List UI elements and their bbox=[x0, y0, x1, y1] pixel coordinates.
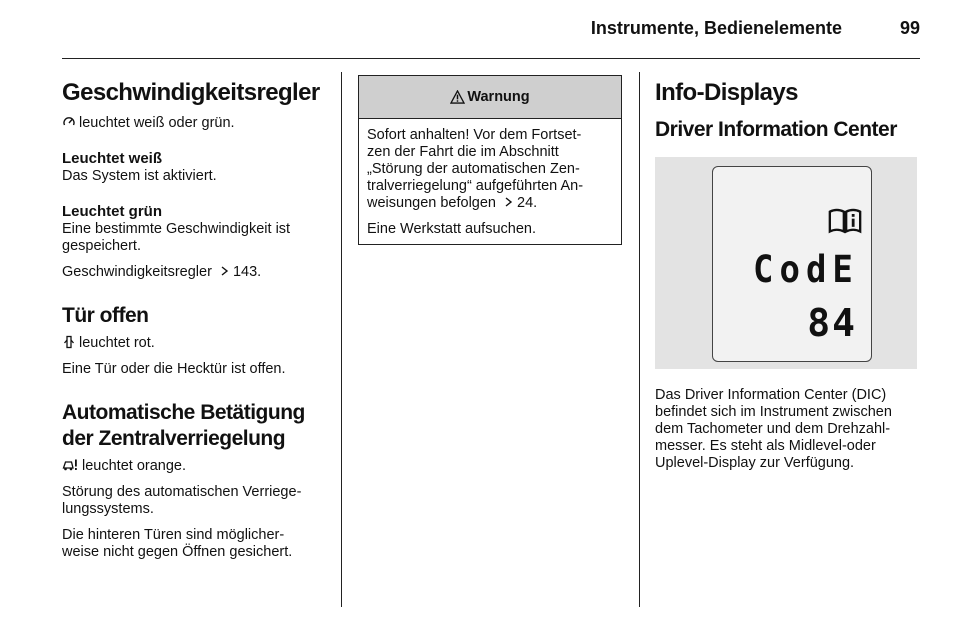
column-divider-2 bbox=[639, 72, 640, 607]
dic-screen bbox=[712, 166, 872, 362]
dic-illustration bbox=[655, 157, 917, 369]
heading-auto-2: der Zentralverriegelung bbox=[62, 427, 286, 450]
warning-line-1: Sofort anhalten! Vor dem Fortset‐ bbox=[367, 127, 582, 143]
page-reference-icon bbox=[218, 264, 232, 278]
header-title: Instrumente, Bedienelemente bbox=[590, 18, 842, 38]
heading-leuchtet-weiss: Leuchtet weiß bbox=[62, 150, 163, 167]
column-3 bbox=[655, 72, 923, 472]
column-1 bbox=[62, 72, 330, 561]
cruise-control-icon bbox=[62, 115, 76, 129]
column-divider-1 bbox=[341, 72, 342, 607]
warning-line-6: Eine Werkstatt aufsuchen. bbox=[367, 221, 536, 237]
auto-text-2: lungssystems. bbox=[62, 501, 154, 517]
door-text: Eine Tür oder die Hecktür ist offen. bbox=[62, 361, 286, 377]
auto-text-1: Störung des automatischen Verriege‐ bbox=[62, 484, 302, 500]
header-rule bbox=[62, 58, 920, 59]
speed-indicator-line: leuchtet weiß oder grün. bbox=[62, 115, 330, 132]
green-text-1: Eine bestimmte Geschwindigkeit ist bbox=[62, 221, 291, 237]
warning-line-2: zen der Fahrt die im Abschnitt bbox=[367, 144, 559, 160]
warning-body bbox=[359, 119, 621, 244]
white-text: Das System ist aktiviert. bbox=[62, 168, 217, 184]
page-number: 99 bbox=[899, 18, 920, 38]
heading-geschwindigkeitsregler: Geschwindigkeitsregler bbox=[62, 79, 320, 106]
warning-triangle-icon bbox=[450, 90, 465, 104]
heading-dic: Driver Information Center bbox=[655, 118, 897, 141]
heading-tuer-offen: Tür offen bbox=[62, 304, 149, 327]
dic-text-3: dem Tachometer und dem Drehzahl‐ bbox=[655, 421, 891, 437]
dic-text-1: Das Driver Information Center (DIC) bbox=[655, 387, 887, 403]
display-word: CodE bbox=[753, 247, 859, 292]
warning-header: Warnung bbox=[359, 76, 621, 119]
column-2 bbox=[358, 75, 622, 245]
warning-box bbox=[358, 75, 622, 245]
warning-line-4: tralverriegelung“ aufgeführten An‐ bbox=[367, 178, 584, 194]
display-number: 84 bbox=[807, 301, 857, 345]
dic-text-4: messer. Es steht als Midlevel-oder bbox=[655, 438, 876, 454]
warning-line-5: weisungen befolgen 24. bbox=[367, 195, 538, 211]
warning-line-3: „Störung der automatischen Zen‐ bbox=[367, 161, 580, 177]
green-reference: Geschwindigkeitsregler 143. bbox=[62, 264, 262, 280]
auto-indicator-line: leuchtet orange. bbox=[62, 458, 330, 475]
central-locking-fault-icon bbox=[62, 458, 79, 472]
door-indicator-line: leuchtet rot. bbox=[62, 335, 330, 352]
heading-auto-1: Automatische Betätigung bbox=[62, 401, 305, 424]
heading-info-displays: Info-Displays bbox=[655, 79, 798, 106]
door-open-icon bbox=[62, 335, 76, 349]
heading-leuchtet-gruen: Leuchtet grün bbox=[62, 203, 162, 220]
info-book-icon bbox=[827, 207, 863, 235]
green-text-2: gespeichert. bbox=[62, 238, 141, 254]
auto-text-3: Die hinteren Türen sind möglicher‐ bbox=[62, 527, 285, 543]
dic-text-5: Uplevel-Display zur Verfügung. bbox=[655, 455, 855, 471]
auto-text-4: weise nicht gegen Öffnen gesichert. bbox=[62, 544, 293, 560]
dic-text-2: befindet sich im Instrument zwischen bbox=[655, 404, 892, 420]
page-reference-icon bbox=[502, 195, 516, 209]
